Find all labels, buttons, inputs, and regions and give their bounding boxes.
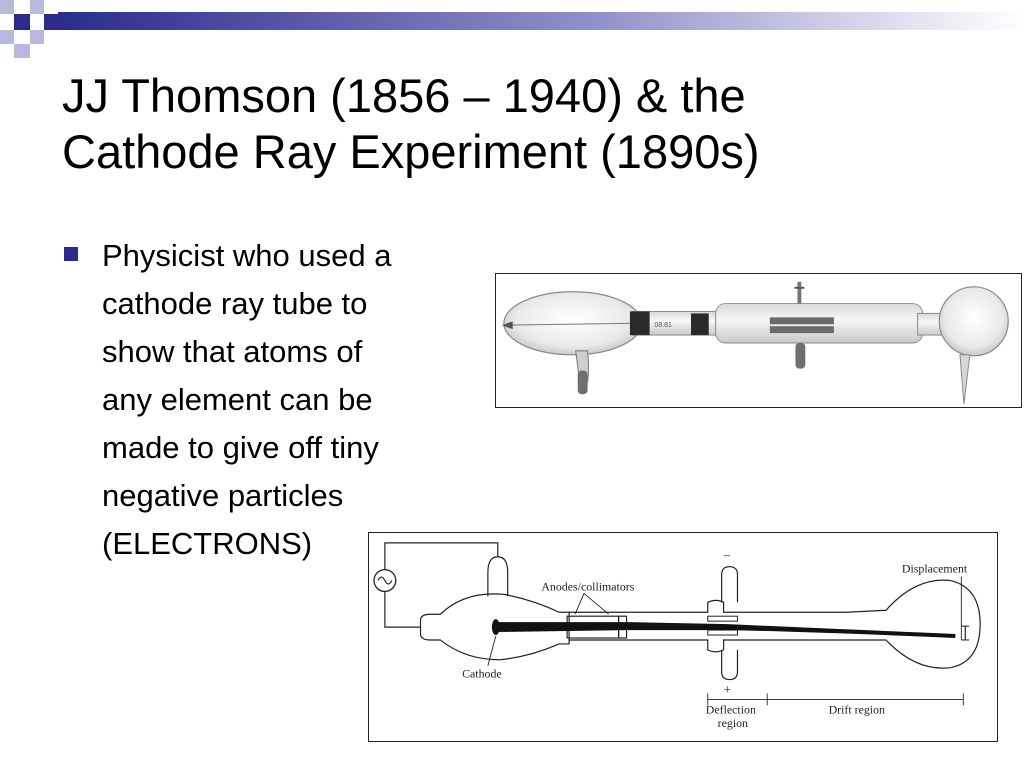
- square-bullet-icon: [64, 247, 78, 261]
- deflection-plate: [708, 616, 738, 621]
- deco-square: [30, 0, 44, 14]
- circuit-wire: [385, 591, 421, 627]
- anode-band: [691, 313, 709, 335]
- deco-square: [30, 30, 44, 44]
- electron-beam: [495, 622, 956, 638]
- cathode-electrode: [492, 619, 500, 635]
- deco-square: [14, 44, 30, 58]
- deco-square: [14, 14, 30, 30]
- circuit-wire: [385, 543, 498, 570]
- deflection-region-label-1: Deflection: [705, 702, 756, 717]
- deco-square: [44, 14, 58, 30]
- bullet-item: [64, 232, 494, 568]
- title-line-1: JJ Thomson (1856 – 1940) & the: [62, 69, 746, 122]
- right-bulb: [939, 287, 1008, 356]
- slide-title: [62, 68, 1002, 180]
- bullet-list: [64, 232, 494, 568]
- right-tip: [960, 355, 970, 404]
- deflection-plate: [770, 326, 834, 333]
- header-decoration: [0, 0, 1024, 60]
- deflection-plate: [770, 317, 834, 324]
- header-gradient-bar: [58, 12, 1024, 30]
- photo-glass-label: 08.81: [654, 322, 672, 330]
- cathode-ray-diagram: [368, 532, 998, 742]
- deco-square: [0, 30, 14, 44]
- bullet-text: Physicist who used a cathode ray tube to show that atoms of any element can be made to give off tiny negative particles (ELECTRONS): [102, 238, 392, 561]
- anodes-label: Anodes/collimators: [541, 579, 635, 594]
- minus-label: –: [723, 547, 731, 562]
- deflection-plate: [708, 630, 738, 635]
- deflection-region-label-2: region: [717, 716, 749, 731]
- cathode-ray-tube-photo: [495, 273, 1022, 408]
- deco-square: [0, 0, 14, 14]
- anode-band: [630, 311, 650, 335]
- displacement-label: Displacement: [901, 561, 968, 576]
- plus-label: +: [723, 682, 731, 697]
- title-line-2: Cathode Ray Experiment (1890s): [62, 125, 760, 178]
- cathode-label: Cathode: [462, 666, 502, 681]
- drift-region-label: Drift region: [828, 702, 885, 717]
